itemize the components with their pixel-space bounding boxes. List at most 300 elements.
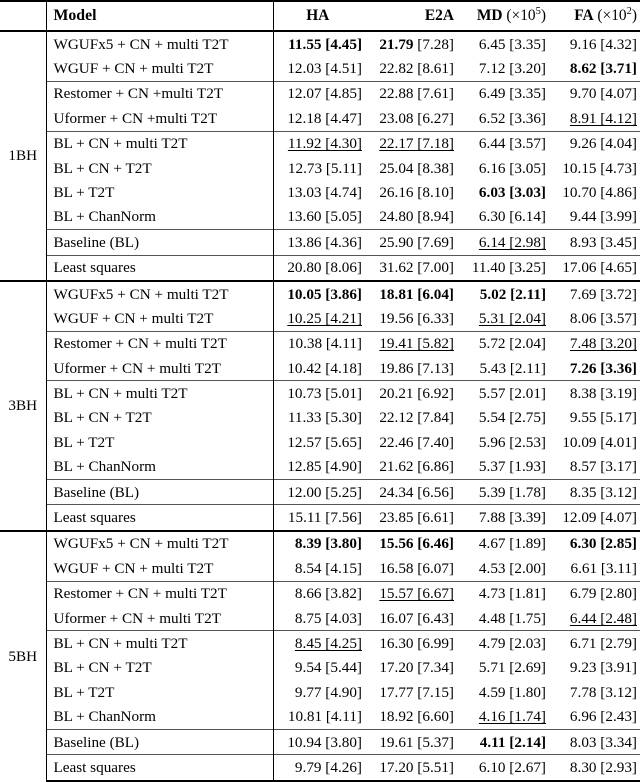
- metric-cell-ha: [273, 606, 365, 631]
- model-name-cell: [46, 356, 273, 381]
- model-name-cell: [46, 531, 273, 556]
- metric-cell-md: [457, 406, 549, 430]
- model-name: BL + CN + T2T: [53, 659, 152, 677]
- metric-value-e2a: 17.20 [7.34]: [379, 659, 454, 677]
- metric-cell-md: [457, 480, 549, 505]
- metric-value-ha: 11.33 [5.30]: [287, 409, 362, 427]
- model-name: BL + ChanNorm: [53, 458, 156, 476]
- table-header: [0, 1, 640, 31]
- metric-value-md: 4.16 [1.74]: [478, 708, 546, 726]
- metric-cell-e2a: [365, 631, 457, 656]
- metric-cell-ha: [273, 631, 365, 656]
- model-name-cell: [46, 56, 273, 81]
- metric-value-ha: 12.57 [5.65]: [287, 433, 362, 451]
- metric-value-md: 6.14 [2.98]: [478, 233, 546, 251]
- table-row: [0, 705, 640, 730]
- metric-cell-md: [457, 31, 549, 56]
- metric-value-ha: 12.85 [4.90]: [287, 458, 362, 476]
- metric-value-fa: 9.70 [4.07]: [569, 85, 637, 103]
- metric-cell-md: [457, 180, 549, 204]
- metric-cell-ha: [273, 381, 365, 406]
- metric-cell-fa: [549, 31, 640, 56]
- metric-value-e2a: 18.92 [6.60]: [379, 708, 454, 726]
- model-name-cell: [46, 631, 273, 656]
- metric-cell-fa: [549, 531, 640, 556]
- model-name: BL + CN + T2T: [53, 159, 152, 177]
- model-name-cell: [46, 106, 273, 131]
- metric-value-md: 4.79 [2.03]: [478, 634, 546, 652]
- model-name: WGUF + CN + multi T2T: [53, 309, 214, 327]
- model-name-cell: [46, 505, 273, 531]
- metric-value-ha: 11.55 [4.45]: [288, 35, 362, 53]
- model-name: BL + CN + multi T2T: [53, 135, 188, 153]
- header-ha-label: HA: [306, 7, 330, 25]
- metric-cell-e2a: [365, 56, 457, 81]
- metric-cell-ha: [273, 230, 365, 255]
- model-name: Least squares: [53, 259, 136, 277]
- header-fa-unit-exp: 2: [626, 6, 632, 18]
- table-row: [0, 255, 640, 281]
- metric-value-e2a: 18.81 [6.04]: [379, 285, 454, 303]
- metric-cell-ha: [273, 56, 365, 81]
- metric-value-e2a: 23.85 [6.61]: [379, 509, 454, 527]
- metric-value-fa: 6.79 [2.80]: [569, 585, 637, 603]
- header-fa-label: FA: [574, 7, 594, 25]
- metric-cell-e2a: [365, 729, 457, 754]
- metric-cell-e2a: [365, 180, 457, 204]
- metric-cell-ha: [273, 306, 365, 331]
- header-fa-unit-close: ): [631, 7, 637, 25]
- metric-cell-md: [457, 230, 549, 255]
- metric-value-fa: 8.91 [4.12]: [569, 109, 637, 127]
- metric-cell-e2a: [365, 131, 457, 156]
- model-name: WGUF + CN + multi T2T: [53, 559, 214, 577]
- metric-cell-fa: [549, 705, 640, 730]
- metric-cell-ha: [273, 131, 365, 156]
- metric-value-md: 6.30 [6.14]: [478, 208, 546, 226]
- metric-value-ha: 10.42 [4.18]: [287, 359, 362, 377]
- metric-value-fa: 6.61 [3.11]: [570, 559, 637, 577]
- metric-value-md: 7.12 [3.20]: [478, 59, 546, 77]
- table-row: [0, 505, 640, 531]
- metric-value-ha: 9.79 [4.26]: [294, 758, 362, 776]
- metric-value-fa: 6.44 [2.48]: [569, 609, 637, 627]
- metric-value-fa: 9.55 [5.17]: [569, 409, 637, 427]
- table-row: [0, 331, 640, 356]
- metric-value-e2a: 19.41 [5.82]: [379, 335, 454, 353]
- model-name-cell: [46, 581, 273, 606]
- model-name: BL + CN + T2T: [53, 409, 152, 427]
- metric-cell-ha: [273, 556, 365, 581]
- group-label-1bh: [0, 31, 46, 281]
- table-row: [0, 430, 640, 454]
- model-name: Baseline (BL): [53, 733, 140, 751]
- metric-value-fa: 8.57 [3.17]: [569, 458, 637, 476]
- metric-value-ha: 8.39 [3.80]: [294, 535, 362, 553]
- model-name: BL + T2T: [53, 433, 115, 451]
- metric-cell-e2a: [365, 230, 457, 255]
- metric-value-md: 4.53 [2.00]: [478, 559, 546, 577]
- metric-cell-md: [457, 356, 549, 381]
- metric-value-md: 5.71 [2.69]: [478, 659, 546, 677]
- table-row: [0, 631, 640, 656]
- metric-value-fa: 7.26 [3.36]: [569, 359, 637, 377]
- metric-value-ha: 20.80 [8.06]: [287, 259, 362, 277]
- metric-value-e2a: 17.77 [7.15]: [379, 683, 454, 701]
- metric-cell-ha: [273, 455, 365, 480]
- metric-cell-e2a: [365, 205, 457, 230]
- metric-mean: 21.79: [379, 35, 414, 53]
- metric-value-md: 4.67 [1.89]: [478, 535, 546, 553]
- metric-cell-md: [457, 81, 549, 106]
- header-model: [46, 1, 273, 31]
- metric-cell-fa: [549, 680, 640, 704]
- model-name-cell: [46, 430, 273, 454]
- table-row: [0, 406, 640, 430]
- model-name-cell: [46, 705, 273, 730]
- metric-value-e2a: 22.46 [7.40]: [379, 433, 454, 451]
- metric-cell-ha: [273, 180, 365, 204]
- model-name-cell: [46, 480, 273, 505]
- header-md-unit-close: ): [540, 7, 546, 25]
- model-name: Uformer + CN +multi T2T: [53, 109, 218, 127]
- model-name: WGUFx5 + CN + multi T2T: [53, 35, 229, 53]
- group-label-5bh: [0, 531, 46, 781]
- metric-value-fa: 6.96 [2.43]: [569, 708, 637, 726]
- metric-cell-e2a: [365, 81, 457, 106]
- metric-cell-md: [457, 729, 549, 754]
- table-row: [0, 531, 640, 556]
- metric-cell-e2a: [365, 281, 457, 306]
- metric-cell-e2a: [365, 255, 457, 281]
- metric-value-fa: 8.38 [3.19]: [569, 385, 637, 403]
- metric-value-ha: 15.11 [7.56]: [287, 509, 362, 527]
- metric-value-md: 5.57 [2.01]: [478, 385, 546, 403]
- metric-value-ha: 10.25 [4.21]: [287, 309, 362, 327]
- model-name-cell: [46, 281, 273, 306]
- metric-value-md: 5.02 [2.11]: [479, 285, 546, 303]
- model-name-cell: [46, 230, 273, 255]
- metric-cell-fa: [549, 106, 640, 131]
- metric-cell-e2a: [365, 755, 457, 781]
- metric-cell-e2a: [365, 705, 457, 730]
- table-row: [0, 606, 640, 631]
- table-row: [0, 156, 640, 180]
- metric-cell-fa: [549, 656, 640, 680]
- metric-value-md: 4.73 [1.81]: [478, 585, 546, 603]
- model-name: WGUFx5 + CN + multi T2T: [53, 285, 229, 303]
- metric-value-md: 4.48 [1.75]: [478, 609, 546, 627]
- metric-cell-fa: [549, 729, 640, 754]
- metric-value-ha: 10.05 [3.86]: [287, 285, 362, 303]
- metric-cell-fa: [549, 480, 640, 505]
- metric-cell-md: [457, 531, 549, 556]
- metric-cell-fa: [549, 306, 640, 331]
- metric-value-md: 6.44 [3.57]: [478, 135, 546, 153]
- metric-value-e2a: 15.56 [6.46]: [379, 535, 454, 553]
- metric-value-md: 6.45 [3.35]: [478, 35, 546, 53]
- metric-value-ha: 12.03 [4.51]: [287, 59, 362, 77]
- table-row: [0, 81, 640, 106]
- metric-cell-fa: [549, 205, 640, 230]
- metric-cell-ha: [273, 430, 365, 454]
- metric-cell-fa: [549, 230, 640, 255]
- metric-value-fa: 9.23 [3.91]: [569, 659, 637, 677]
- metric-value-md: 5.31 [2.04]: [478, 309, 546, 327]
- group-label-3bh: [0, 281, 46, 531]
- table-row: [0, 281, 640, 306]
- metric-bracket: [7.28]: [413, 35, 454, 53]
- metric-cell-e2a: [365, 505, 457, 531]
- metric-value-fa: 8.30 [2.93]: [569, 758, 637, 776]
- metric-value-md: 5.54 [2.75]: [478, 409, 546, 427]
- metric-value-e2a: 16.58 [6.07]: [379, 559, 454, 577]
- metric-value-e2a: 22.82 [8.61]: [379, 59, 454, 77]
- table-row: [0, 656, 640, 680]
- metric-cell-fa: [549, 406, 640, 430]
- model-name: Baseline (BL): [53, 233, 140, 251]
- metric-cell-ha: [273, 480, 365, 505]
- table-row: [0, 31, 640, 56]
- metric-value-md: 6.52 [3.36]: [478, 109, 546, 127]
- metric-value-e2a: 25.04 [8.38]: [379, 159, 454, 177]
- metric-value-md: 5.43 [2.11]: [479, 359, 546, 377]
- header-md-label: MD: [476, 7, 503, 25]
- metric-value-ha: 10.94 [3.80]: [287, 733, 362, 751]
- metric-value-md: 6.49 [3.35]: [478, 85, 546, 103]
- metric-value-e2a: 20.21 [6.92]: [379, 385, 454, 403]
- metric-value-e2a: 17.20 [5.51]: [379, 758, 454, 776]
- model-name: BL + T2T: [53, 183, 115, 201]
- metric-value-e2a: 15.57 [6.67]: [379, 585, 454, 603]
- metric-cell-md: [457, 156, 549, 180]
- model-name: Uformer + CN + multi T2T: [53, 609, 221, 627]
- metric-cell-ha: [273, 331, 365, 356]
- table-row: [0, 381, 640, 406]
- metric-cell-fa: [549, 556, 640, 581]
- metric-cell-fa: [549, 56, 640, 81]
- metric-cell-e2a: [365, 656, 457, 680]
- metric-value-e2a: 22.12 [7.84]: [379, 409, 454, 427]
- table-row: [0, 729, 640, 754]
- table-row: [0, 180, 640, 204]
- metric-value-fa: 10.09 [4.01]: [562, 433, 637, 451]
- metric-value-md: 5.39 [1.78]: [478, 483, 546, 501]
- model-name: Least squares: [53, 758, 136, 776]
- metric-value-e2a: 25.90 [7.69]: [379, 233, 454, 251]
- model-name-cell: [46, 680, 273, 704]
- metric-cell-fa: [549, 81, 640, 106]
- metric-cell-md: [457, 281, 549, 306]
- metric-value-ha: 9.54 [5.44]: [294, 659, 362, 677]
- metric-cell-ha: [273, 505, 365, 531]
- metric-cell-md: [457, 430, 549, 454]
- metric-cell-ha: [273, 31, 365, 56]
- metric-value-ha: 10.81 [4.11]: [287, 708, 362, 726]
- metric-value-fa: 6.30 [2.85]: [569, 535, 637, 553]
- model-name-cell: [46, 131, 273, 156]
- metric-value-fa: 12.09 [4.07]: [562, 509, 637, 527]
- metric-cell-fa: [549, 156, 640, 180]
- metric-cell-fa: [549, 755, 640, 781]
- model-name: BL + CN + multi T2T: [53, 634, 188, 652]
- metric-cell-ha: [273, 281, 365, 306]
- metric-value-e2a: 16.07 [6.43]: [379, 609, 454, 627]
- header-md-unit-open: (×10: [506, 7, 536, 25]
- metric-cell-ha: [273, 581, 365, 606]
- model-name-cell: [46, 31, 273, 56]
- table-body: [0, 31, 640, 781]
- metric-cell-md: [457, 455, 549, 480]
- metric-value-e2a: 22.17 [7.18]: [379, 135, 454, 153]
- metric-value-fa: 9.16 [4.32]: [569, 35, 637, 53]
- metric-cell-md: [457, 755, 549, 781]
- metric-cell-md: [457, 331, 549, 356]
- metric-cell-e2a: [365, 581, 457, 606]
- metric-cell-fa: [549, 255, 640, 281]
- model-name: Restomer + CN + multi T2T: [53, 585, 227, 603]
- model-name: BL + CN + multi T2T: [53, 385, 188, 403]
- metric-value-ha: 11.92 [4.30]: [287, 135, 362, 153]
- metric-cell-fa: [549, 381, 640, 406]
- metric-cell-e2a: [365, 430, 457, 454]
- metric-value-ha: 10.73 [5.01]: [287, 385, 362, 403]
- metric-value-fa: 8.06 [3.57]: [569, 309, 637, 327]
- metric-value-fa: 8.03 [3.34]: [569, 733, 637, 751]
- group-label-text: 3BH: [8, 397, 38, 415]
- group-label-text: 1BH: [8, 147, 38, 165]
- metric-cell-fa: [549, 180, 640, 204]
- metric-value-e2a: 16.30 [6.99]: [379, 634, 454, 652]
- header-e2a: [365, 1, 457, 31]
- metric-value-e2a: 26.16 [8.10]: [379, 183, 454, 201]
- metric-cell-fa: [549, 581, 640, 606]
- metric-cell-e2a: [365, 156, 457, 180]
- model-name: BL + T2T: [53, 683, 115, 701]
- metric-value-md: 11.40 [3.25]: [471, 259, 546, 277]
- metric-cell-e2a: [365, 680, 457, 704]
- model-name: BL + ChanNorm: [53, 208, 156, 226]
- metric-value-e2a: 21.62 [6.86]: [379, 458, 454, 476]
- metric-cell-e2a: [365, 31, 457, 56]
- metric-value-md: 6.16 [3.05]: [478, 159, 546, 177]
- table-row: [0, 755, 640, 781]
- metric-cell-e2a: [365, 381, 457, 406]
- metric-value-ha: 12.73 [5.11]: [287, 159, 362, 177]
- model-name-cell: [46, 306, 273, 331]
- header-group-spacer: [0, 1, 46, 31]
- metric-cell-ha: [273, 680, 365, 704]
- metric-value-fa: 9.44 [3.99]: [569, 208, 637, 226]
- metric-cell-fa: [549, 455, 640, 480]
- metric-value-fa: 6.71 [2.79]: [569, 634, 637, 652]
- header-md-unit-exp: 5: [535, 6, 541, 18]
- metric-cell-md: [457, 505, 549, 531]
- metric-cell-md: [457, 205, 549, 230]
- metric-cell-e2a: [365, 455, 457, 480]
- metric-cell-ha: [273, 729, 365, 754]
- metric-value-ha: 8.66 [3.82]: [294, 585, 362, 603]
- metric-value-e2a: 31.62 [7.00]: [379, 259, 454, 277]
- metric-cell-e2a: [365, 480, 457, 505]
- metric-cell-ha: [273, 755, 365, 781]
- header-fa-unit: [594, 8, 637, 23]
- model-name-cell: [46, 156, 273, 180]
- metric-value-fa: 7.78 [3.12]: [569, 683, 637, 701]
- metric-cell-md: [457, 581, 549, 606]
- metric-cell-e2a: [365, 556, 457, 581]
- metric-cell-ha: [273, 255, 365, 281]
- model-name: Baseline (BL): [53, 483, 140, 501]
- metric-value-e2a: 19.56 [6.33]: [379, 309, 454, 327]
- metric-cell-ha: [273, 705, 365, 730]
- metric-value-e2a: 19.61 [5.37]: [379, 733, 454, 751]
- metric-cell-ha: [273, 656, 365, 680]
- metric-cell-e2a: [365, 531, 457, 556]
- metric-value-ha: 12.00 [5.25]: [287, 483, 362, 501]
- metric-cell-md: [457, 56, 549, 81]
- metric-cell-fa: [549, 131, 640, 156]
- table-row: [0, 556, 640, 581]
- metric-cell-md: [457, 656, 549, 680]
- header-row: [0, 1, 640, 31]
- model-name: WGUF + CN + multi T2T: [53, 59, 214, 77]
- table-row: [0, 680, 640, 704]
- metric-cell-md: [457, 306, 549, 331]
- metric-value-md: 7.88 [3.39]: [478, 509, 546, 527]
- metric-value-fa: 10.70 [4.86]: [562, 183, 637, 201]
- metric-cell-fa: [549, 331, 640, 356]
- metric-value-ha: 13.86 [4.36]: [287, 233, 362, 251]
- metric-cell-e2a: [365, 406, 457, 430]
- metric-cell-md: [457, 680, 549, 704]
- model-name-cell: [46, 656, 273, 680]
- metric-value-fa: 8.62 [3.71]: [569, 59, 637, 77]
- metric-cell-fa: [549, 430, 640, 454]
- metric-cell-ha: [273, 156, 365, 180]
- metric-value-fa: 17.06 [4.65]: [562, 259, 637, 277]
- metric-value-md: 5.96 [2.53]: [478, 433, 546, 451]
- model-name: Uformer + CN + multi T2T: [53, 359, 221, 377]
- metric-value-e2a: [379, 37, 454, 52]
- metric-cell-e2a: [365, 306, 457, 331]
- metric-value-ha: 10.38 [4.11]: [287, 335, 362, 353]
- model-name: WGUFx5 + CN + multi T2T: [53, 535, 229, 553]
- metric-value-ha: 12.07 [4.85]: [287, 85, 362, 103]
- metric-cell-ha: [273, 106, 365, 131]
- metric-cell-ha: [273, 356, 365, 381]
- table-row: [0, 455, 640, 480]
- model-name-cell: [46, 406, 273, 430]
- metric-cell-fa: [549, 356, 640, 381]
- metric-value-md: 5.37 [1.93]: [478, 458, 546, 476]
- metric-cell-md: [457, 606, 549, 631]
- metric-value-fa: 7.48 [3.20]: [569, 335, 637, 353]
- metric-value-e2a: 23.08 [6.27]: [379, 109, 454, 127]
- header-fa-unit-open: (×10: [597, 7, 627, 25]
- metric-value-ha: 8.75 [4.03]: [294, 609, 362, 627]
- model-name-cell: [46, 180, 273, 204]
- model-name-cell: [46, 255, 273, 281]
- metric-value-fa: 8.93 [3.45]: [569, 233, 637, 251]
- metric-cell-ha: [273, 205, 365, 230]
- model-name-cell: [46, 755, 273, 781]
- model-name: Restomer + CN +multi T2T: [53, 85, 224, 103]
- model-name-cell: [46, 81, 273, 106]
- metric-value-md: 5.72 [2.04]: [478, 335, 546, 353]
- table-row: [0, 480, 640, 505]
- table-row: [0, 106, 640, 131]
